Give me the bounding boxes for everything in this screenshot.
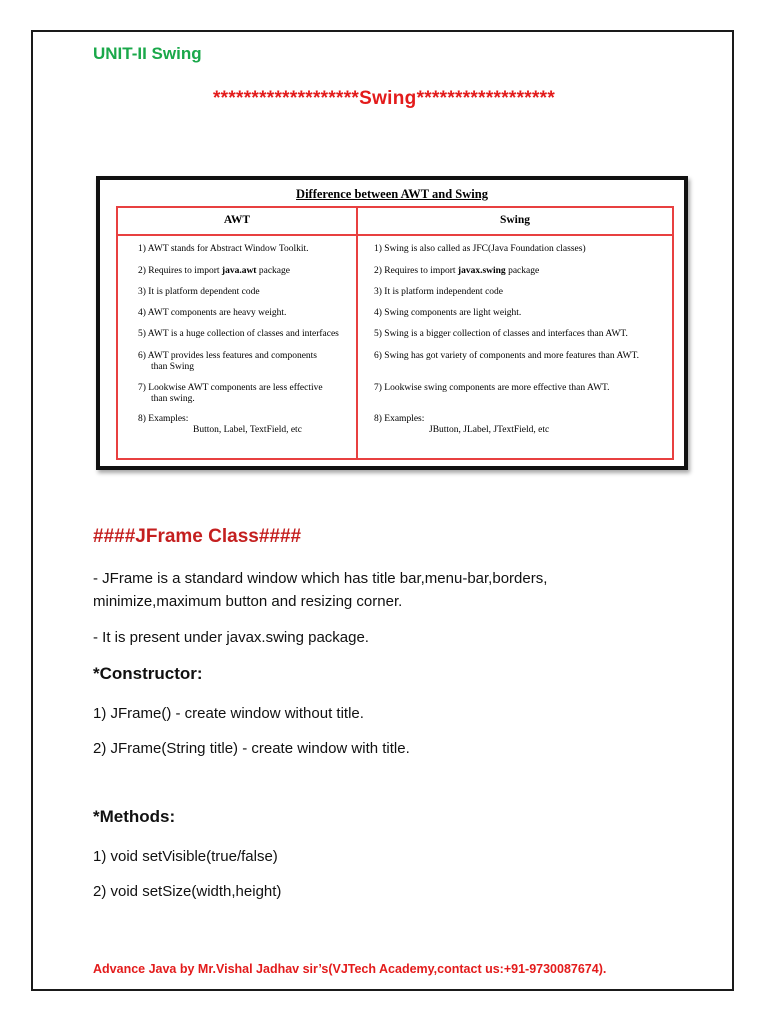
unit-title: UNIT-II Swing (93, 44, 202, 63)
comparison-table (116, 206, 674, 460)
method-item-1: 1) void setVisible(true/false) (93, 848, 278, 865)
awt-column-header: AWT (223, 214, 251, 226)
swing-row-1: 1) Swing is also called as JFC(Java Foundation classes) (374, 244, 586, 254)
awt-row-2: 2) Requires to import java.awt package (138, 266, 290, 276)
constructor-heading: *Constructor: (93, 664, 203, 683)
footer-credit: Advance Java by Mr.Vishal Jadhav sir’s(VJTech Academy,contact us:+91-9730087674). (93, 962, 607, 976)
swing-row-6: 6) Swing has got variety of components and more features than AWT. (374, 351, 639, 361)
swing-column-header: Swing (499, 214, 531, 226)
swing-row-7: 7) Lookwise swing components are more effective than AWT. (374, 383, 610, 393)
swing-row-4: 4) Swing components are light weight. (374, 308, 522, 318)
column-divider (356, 208, 358, 458)
awt-row-5: 5) AWT is a huge collection of classes and interfaces (138, 329, 339, 339)
awt-row-4: 4) AWT components are heavy weight. (138, 308, 287, 318)
swing-banner: *******************Swing****************** (212, 88, 556, 109)
awt-row-3: 3) It is platform dependent code (138, 287, 260, 297)
method-item-2: 2) void setSize(width,height) (93, 883, 282, 900)
awt-row-6: 6) AWT provides less features and components than Swing (138, 351, 317, 372)
constructor-item-2: 2) JFrame(String title) - create window with title. (93, 740, 410, 757)
table-caption: Difference between AWT and Swing (296, 187, 488, 201)
awt-row-7: 7) Lookwise AWT components are less effective than swing. (138, 383, 323, 404)
swing-row-2: 2) Requires to import javax.swing package (374, 266, 540, 276)
jframe-class-heading: ####JFrame Class#### (93, 526, 302, 547)
awt-row-1: 1) AWT stands for Abstract Window Toolkit. (138, 244, 309, 254)
methods-heading: *Methods: (93, 807, 176, 826)
swing-row-5: 5) Swing is a bigger collection of classes and interfaces than AWT. (374, 329, 628, 339)
header-rule (118, 234, 672, 236)
constructor-item-1: 1) JFrame() - create window without title. (93, 705, 364, 722)
swing-row-8: 8) Examples: JButton, JLabel, JTextField, etc (374, 414, 550, 435)
awt-row-8: 8) Examples: Button, Label, TextField, etc (138, 414, 302, 435)
swing-row-3: 3) It is platform independent code (374, 287, 504, 297)
jframe-description: - JFrame is a standard window which has title bar,menu-bar,borders, minimize,maximum button and resizing corner. (93, 570, 548, 610)
jframe-package-note: - It is present under javax.swing package. (93, 629, 369, 646)
awt-vs-swing-table-image (96, 176, 688, 470)
